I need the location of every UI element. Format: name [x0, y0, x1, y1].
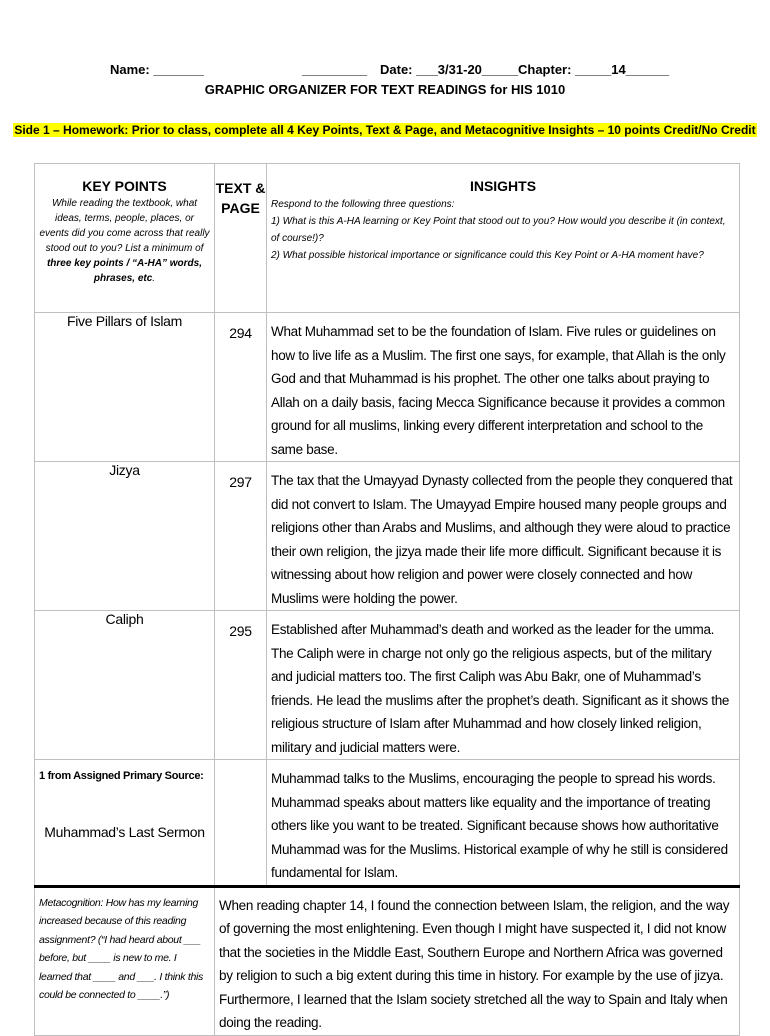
insight-cell	[267, 760, 740, 887]
text-page-title-line2: PAGE	[221, 200, 260, 216]
name-label: Name: _______	[110, 62, 204, 77]
insight-cell	[267, 462, 740, 611]
primary-source-title: Muhammad’s Last Sermon	[44, 824, 205, 840]
key-points-instructions-bold: three key points	[46, 258, 124, 269]
metacognition-question-cell	[35, 886, 215, 1035]
key-point-cell	[35, 611, 215, 760]
chapter-label: Chapter: _____14______	[518, 62, 670, 77]
metacognition-row	[35, 886, 740, 1035]
insights-question-2: 2) What possible historical importance or significance could this Key Point or A-HA moment have?	[271, 250, 704, 261]
primary-source-row	[35, 760, 740, 887]
key-point-text: Five Pillars of Islam	[66, 313, 183, 329]
page-number: 295	[229, 623, 252, 639]
key-points-instructions-a: While reading the textbook, what ideas, terms, people, places, or events did you come across that really stood out to you? List a minimum of	[39, 198, 210, 254]
name-blank: _________	[302, 62, 368, 77]
key-point-cell	[35, 313, 215, 462]
key-point-cell	[35, 462, 215, 611]
insight-cell	[267, 313, 740, 462]
insight-text: The tax that the Umayyad Dynasty collected from the people they conquered that did not convert to Islam. The Umayyad Empire housed many people groups and religions other than Arabs and Muslims, and although they were aloud to practice their own religion, the jizya made their life more difficult. Significant because it is witnessing about how religion and power were closely connected and how Muslims were holding the power.	[271, 473, 733, 606]
organizer-table	[34, 163, 740, 1036]
text-page-title-line1: TEXT &	[215, 180, 266, 196]
page-cell	[215, 462, 267, 611]
insight-text: Established after Muhammad’s death and worked as the leader for the umma. The Caliph were in charge not only go the religious aspects, but of the military and judicial matters too. The first Caliph was Abu Bakr, one of Muhammad’s friends. He lead the muslims after the prophet’s death. Significant as it shows the religious structure of Islam after Muhammad and how closely linked religion, military and judicial matters were.	[271, 622, 730, 755]
primary-source-label: 1 from Assigned Primary Source:	[39, 770, 204, 782]
page-title: GRAPHIC ORGANIZER FOR TEXT READINGS for HIS 1010	[204, 82, 566, 97]
insights-header	[267, 164, 740, 313]
table-row	[35, 313, 740, 462]
insights-title: INSIGHTS	[469, 178, 537, 194]
insight-text: What Muhammad set to be the foundation of Islam. Five rules or guidelines on how to live life as a Muslim. The first one says, for example, that Allah is the only God and that Muhammad is his prophet. The other one talks about praying to Allah on a daily basis, facing Mecca Significance because it provides a common ground for all muslims, linking every different interpretation and school to the same base.	[271, 324, 726, 457]
key-point-text: Caliph	[105, 611, 144, 627]
insights-instructions	[267, 194, 739, 264]
header-line	[110, 62, 670, 77]
text-page-header	[215, 164, 267, 313]
side-note-text: Side 1 – Homework: Prior to class, complete all 4 Key Points, Text & Page, and Metacognitive Insights – 10 points Credit/No Credit	[14, 123, 756, 137]
page-cell	[215, 611, 267, 760]
key-point-text: Jizya	[109, 462, 140, 478]
metacognition-question: Metacognition: How has my learning increased because of this reading assignment? (“I had heard about ___ before, but ____ is new to me. I learned that ____ and ___. I think this could be connected to ____.”)	[39, 896, 204, 1001]
insights-prompt: Respond to the following three questions:	[271, 199, 455, 210]
page-cell	[215, 760, 267, 887]
insights-question-1: 1) What is this A-HA learning or Key Point that stood out to you? How would you describe it (in context, of course!)?	[271, 216, 726, 244]
key-points-instructions	[35, 194, 214, 286]
key-points-header	[35, 164, 215, 313]
key-points-instructions-d: .	[152, 273, 156, 284]
key-points-instructions-c: / “A-HA” words, phrases, etc	[93, 258, 203, 284]
table-row	[35, 462, 740, 611]
text-page-title	[215, 164, 266, 218]
insight-cell	[267, 611, 740, 760]
primary-source-cell	[35, 760, 215, 887]
metacognition-answer-cell	[215, 886, 740, 1035]
metacognition-answer: When reading chapter 14, I found the connection between Islam, the religion, and the way of governing the most enlightening. Even though I might have suspected it, I did not know that the societies in the Middle East, Southern Europe and Northern Africa was governed by religion to such a big extent during this time in history. For example by the use of jizya. Furthermore, I learned that the Islam society stretched all the way to Spain and Italy when doing the reading.	[219, 897, 730, 1030]
header-row	[35, 164, 740, 313]
table-row	[35, 611, 740, 760]
side-note	[0, 123, 770, 137]
insight-text: Muhammad talks to the Muslims, encouraging the people to spread his words. Muhammad speaks about matters like equality and the importance of treating others like you want to be treated. Significant because shows how authoritative Muhammad was for the Muslims. Historical example of why he still is considered fundamental for Islam.	[271, 771, 728, 880]
page-number: 297	[229, 474, 252, 490]
page-cell	[215, 313, 267, 462]
date-label: Date: ___3/31-20_____	[380, 62, 519, 77]
key-points-title: KEY POINTS	[82, 178, 167, 194]
page-number: 294	[229, 325, 252, 341]
page-number	[215, 760, 266, 772]
